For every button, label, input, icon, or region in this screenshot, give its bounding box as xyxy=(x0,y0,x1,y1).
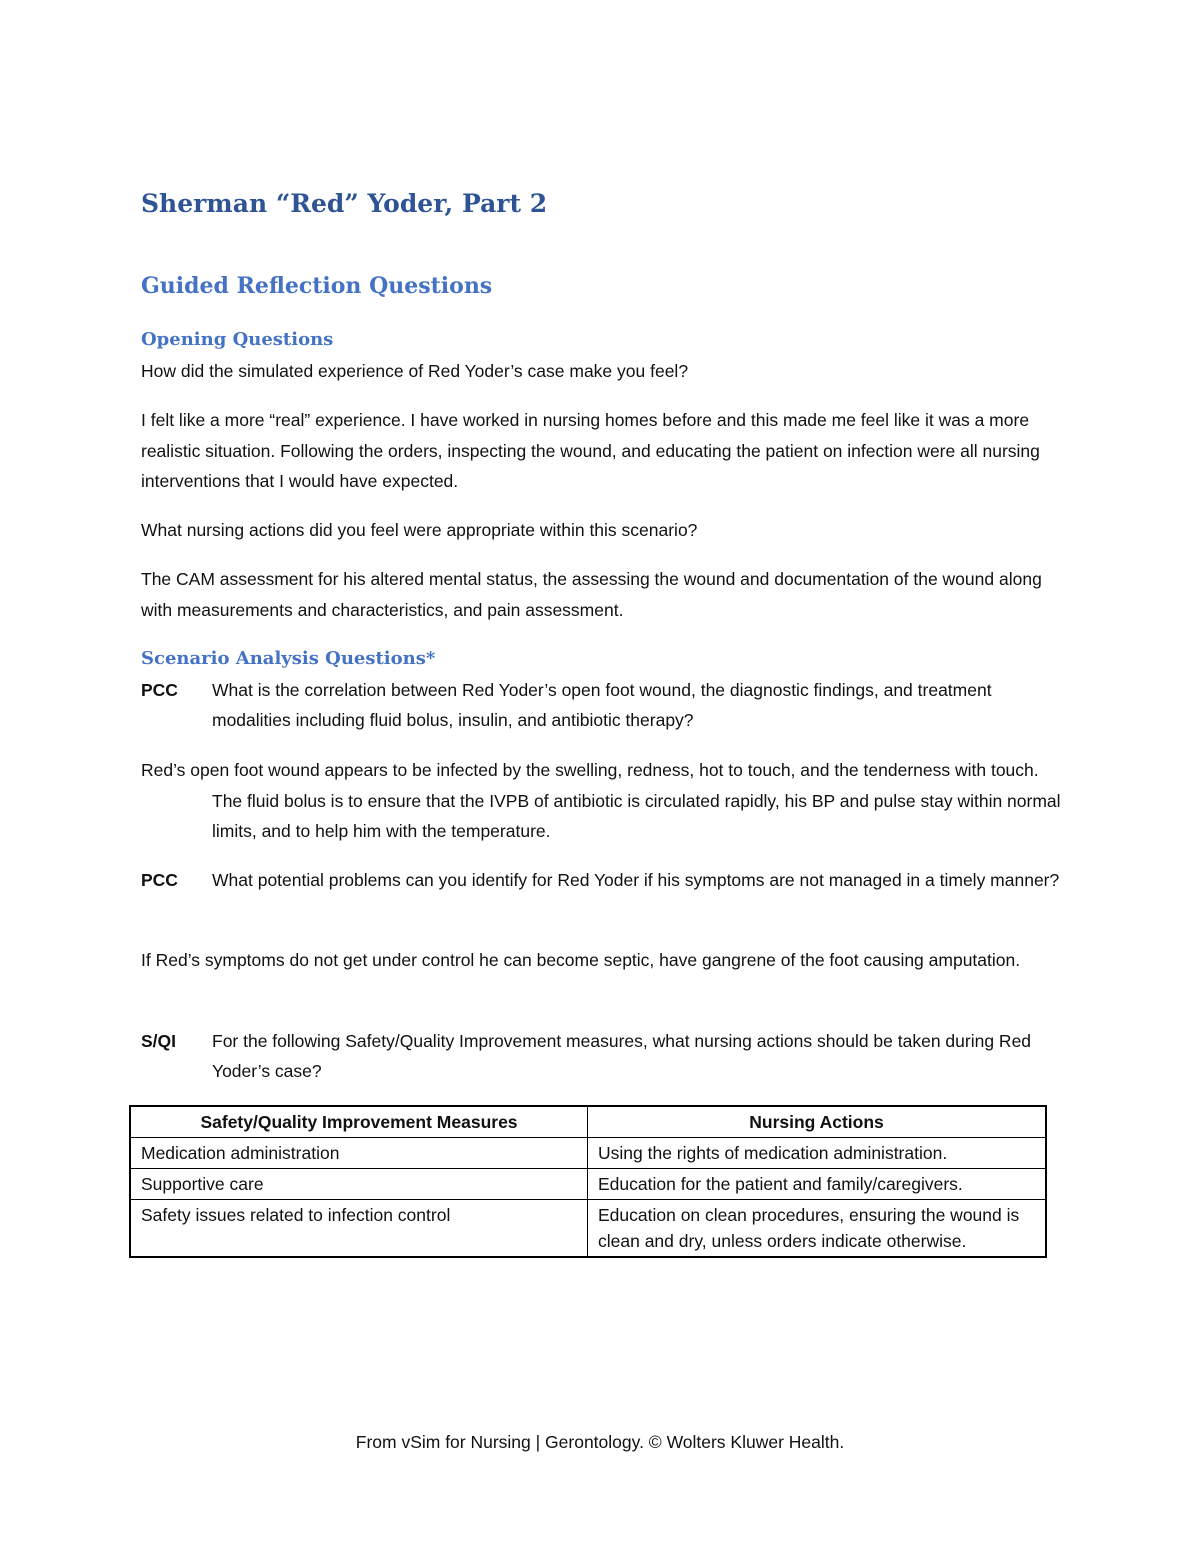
safety-quality-table xyxy=(129,1105,1047,1258)
table-cell-action: Using the rights of medication administration. xyxy=(588,1138,1047,1169)
question-tag: S/QI xyxy=(141,1031,177,1051)
question-tag: PCC xyxy=(141,870,178,890)
table-header-measures: Safety/Quality Improvement Measures xyxy=(130,1106,588,1138)
page-title: Sherman “Red” Yoder, Part 2 xyxy=(141,189,548,218)
scenario-question-2 xyxy=(141,865,1061,895)
question-text: What potential problems can you identify for Red Yoder if his symptoms are not managed in a timely manner? xyxy=(212,870,1060,890)
table-row xyxy=(130,1200,1046,1258)
table-cell-action: Education on clean procedures, ensuring the wound is clean and dry, unless orders indicate otherwise. xyxy=(588,1200,1047,1258)
page-footer: From vSim for Nursing | Gerontology. © Wolters Kluwer Health. xyxy=(355,1432,845,1452)
opening-answer-1: I felt like a more “real” experience. I have worked in nursing homes before and this made me feel like it was a more realistic situation. Following the orders, inspecting the wound, and educating the patient on infection were all nursing interventions that I would have expected. xyxy=(141,410,1040,491)
opening-answer-2: The CAM assessment for his altered mental status, the assessing the wound and documentation of the wound along with measurements and characteristics, and pain assessment. xyxy=(141,569,1042,620)
opening-question-2: What nursing actions did you feel were appropriate within this scenario? xyxy=(141,520,698,540)
table-row xyxy=(130,1169,1046,1200)
scenario-analysis-heading: Scenario Analysis Questions* xyxy=(141,648,436,669)
scenario-question-3 xyxy=(141,1026,1061,1086)
section-heading-guided-reflection: Guided Reflection Questions xyxy=(141,273,493,299)
opening-question-1: How did the simulated experience of Red Yoder’s case make you feel? xyxy=(141,361,689,381)
table-header-row xyxy=(130,1106,1046,1138)
question-tag: PCC xyxy=(141,680,178,700)
table-cell-measure: Supportive care xyxy=(130,1169,588,1200)
table-row xyxy=(130,1138,1046,1169)
scenario-answer-2: If Red’s symptoms do not get under control he can become septic, have gangrene of the foot causing amputation. xyxy=(141,950,1021,970)
question-text: What is the correlation between Red Yoder’s open foot wound, the diagnostic findings, and treatment modalities including fluid bolus, insulin, and antibiotic therapy? xyxy=(212,680,992,730)
opening-questions-heading: Opening Questions xyxy=(141,329,334,350)
table-cell-measure: Safety issues related to infection control xyxy=(130,1200,588,1258)
table-cell-measure: Medication administration xyxy=(130,1138,588,1169)
table-cell-action: Education for the patient and family/caregivers. xyxy=(588,1169,1047,1200)
question-text: For the following Safety/Quality Improvement measures, what nursing actions should be taken during Red Yoder’s case? xyxy=(212,1031,1032,1081)
scenario-answer-1: Red’s open foot wound appears to be infected by the swelling, redness, hot to touch, and the tenderness with touch. The fluid bolus is to ensure that the IVPB of antibiotic is circulated rapidly, his BP and pulse stay within normal limits, and to help him with the temperature. xyxy=(141,760,1061,841)
scenario-question-1 xyxy=(141,675,1061,735)
table-header-actions: Nursing Actions xyxy=(588,1106,1047,1138)
